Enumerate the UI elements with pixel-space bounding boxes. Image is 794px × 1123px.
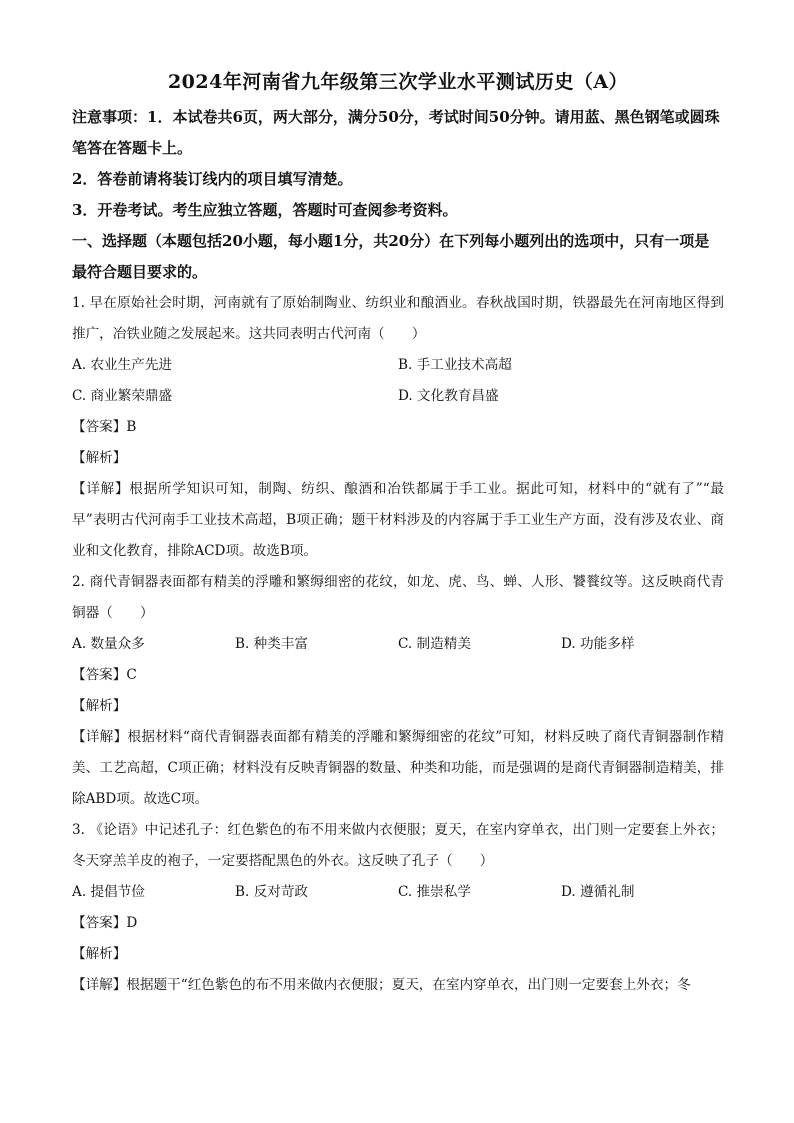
document-page — [72, 68, 724, 1001]
section-heading: 一、选择题（本题包括20小题，每小题1分，共20分）在下列每小题列出的选项中，只有一项是最符合题目要求的。 — [72, 232, 710, 281]
question-3-options — [72, 877, 724, 908]
question-1-stem: 1. 早在原始社会时期，河南就有了原始制陶业、纺织业和酿酒业。春秋战国时期，铁器最先在河南地区得到推广，冶铁业随之发展起来。这共同表明古代河南（ ） — [72, 295, 724, 342]
question-2-option-a: A. 数量众多 — [72, 636, 145, 652]
question-1-answer: 【答案】B — [72, 419, 137, 435]
question-2-detail: 【详解】根据材料“商代青铜器表面都有精美的浮雕和繁缛细密的花纹”可知，材料反映了商代青铜器制作精美、工艺高超，C项正确；材料没有反映青铜器的数量、种类和功能，而是强调的是商代青铜器制造精美，排除ABD项。故选C项。 — [72, 729, 724, 807]
question-2-analysis: 【解析】 — [72, 698, 127, 714]
notes-item-1: 注意事项：1．本试卷共6页，两大部分，满分50分，考试时间50分钟。请用蓝、黑色钢笔或圆珠笔答在答题卡上。 — [72, 108, 720, 157]
question-1-detail: 【详解】根据所学知识可知，制陶、纺织、酿酒和冶铁都属于手工业。据此可知，材料中的“就有了”“最早”表明古代河南手工业技术高超，B项正确；题干材料涉及的内容属于手工业生产方面，没有涉及农业、商业和文化教育，排除ACD项。故选B项。 — [72, 481, 724, 559]
question-1-option-b: B. 手工业技术高超 — [398, 357, 512, 373]
question-3-detail: 【详解】根据题干“红色紫色的布不用来做内衣便服；夏天，在室内穿单衣，出门则一定要套上外衣；冬 — [72, 977, 691, 993]
question-3-option-c: C. 推崇私学 — [398, 884, 471, 900]
question-1-option-d: D. 文化教育昌盛 — [398, 388, 499, 404]
question-2-option-b: B. 种类丰富 — [235, 636, 309, 652]
question-1-options-row2 — [72, 381, 724, 412]
exam-title: 2024年河南省九年级第三次学业水平测试历史（A） — [167, 71, 629, 93]
question-2-option-d: D. 功能多样 — [561, 636, 635, 652]
question-2-option-c: C. 制造精美 — [398, 636, 471, 652]
question-3-analysis: 【解析】 — [72, 946, 127, 962]
question-1-analysis: 【解析】 — [72, 450, 127, 466]
notes-item-3: 3．开卷考试。考生应独立答题，答题时可查阅参考资料。 — [72, 201, 458, 219]
question-1-option-c: C. 商业繁荣鼎盛 — [72, 388, 173, 404]
question-3-stem: 3. 《论语》中记述孔子：红色紫色的布不用来做内衣便服；夏天，在室内穿单衣，出门则一定要套上外衣；冬天穿羔羊皮的袍子，一定要搭配黑色的外衣。这反映了孔子（ ） — [72, 822, 724, 869]
question-3-option-d: D. 遵循礼制 — [561, 884, 635, 900]
question-2-answer: 【答案】C — [72, 667, 137, 683]
question-2-stem: 2. 商代青铜器表面都有精美的浮雕和繁缛细密的花纹，如龙、虎、鸟、蝉、人形、饕餮纹等。这反映商代青铜器（ ） — [72, 574, 724, 621]
question-2-options — [72, 629, 724, 660]
question-3-answer: 【答案】D — [72, 915, 138, 931]
notes-item-2: 2．答卷前请将装订线内的项目填写清楚。 — [72, 170, 353, 188]
question-3-option-b: B. 反对苛政 — [235, 884, 309, 900]
question-3-option-a: A. 提倡节俭 — [72, 884, 145, 900]
question-1-option-a: A. 农业生产先进 — [72, 357, 173, 373]
question-1-options — [72, 350, 724, 381]
